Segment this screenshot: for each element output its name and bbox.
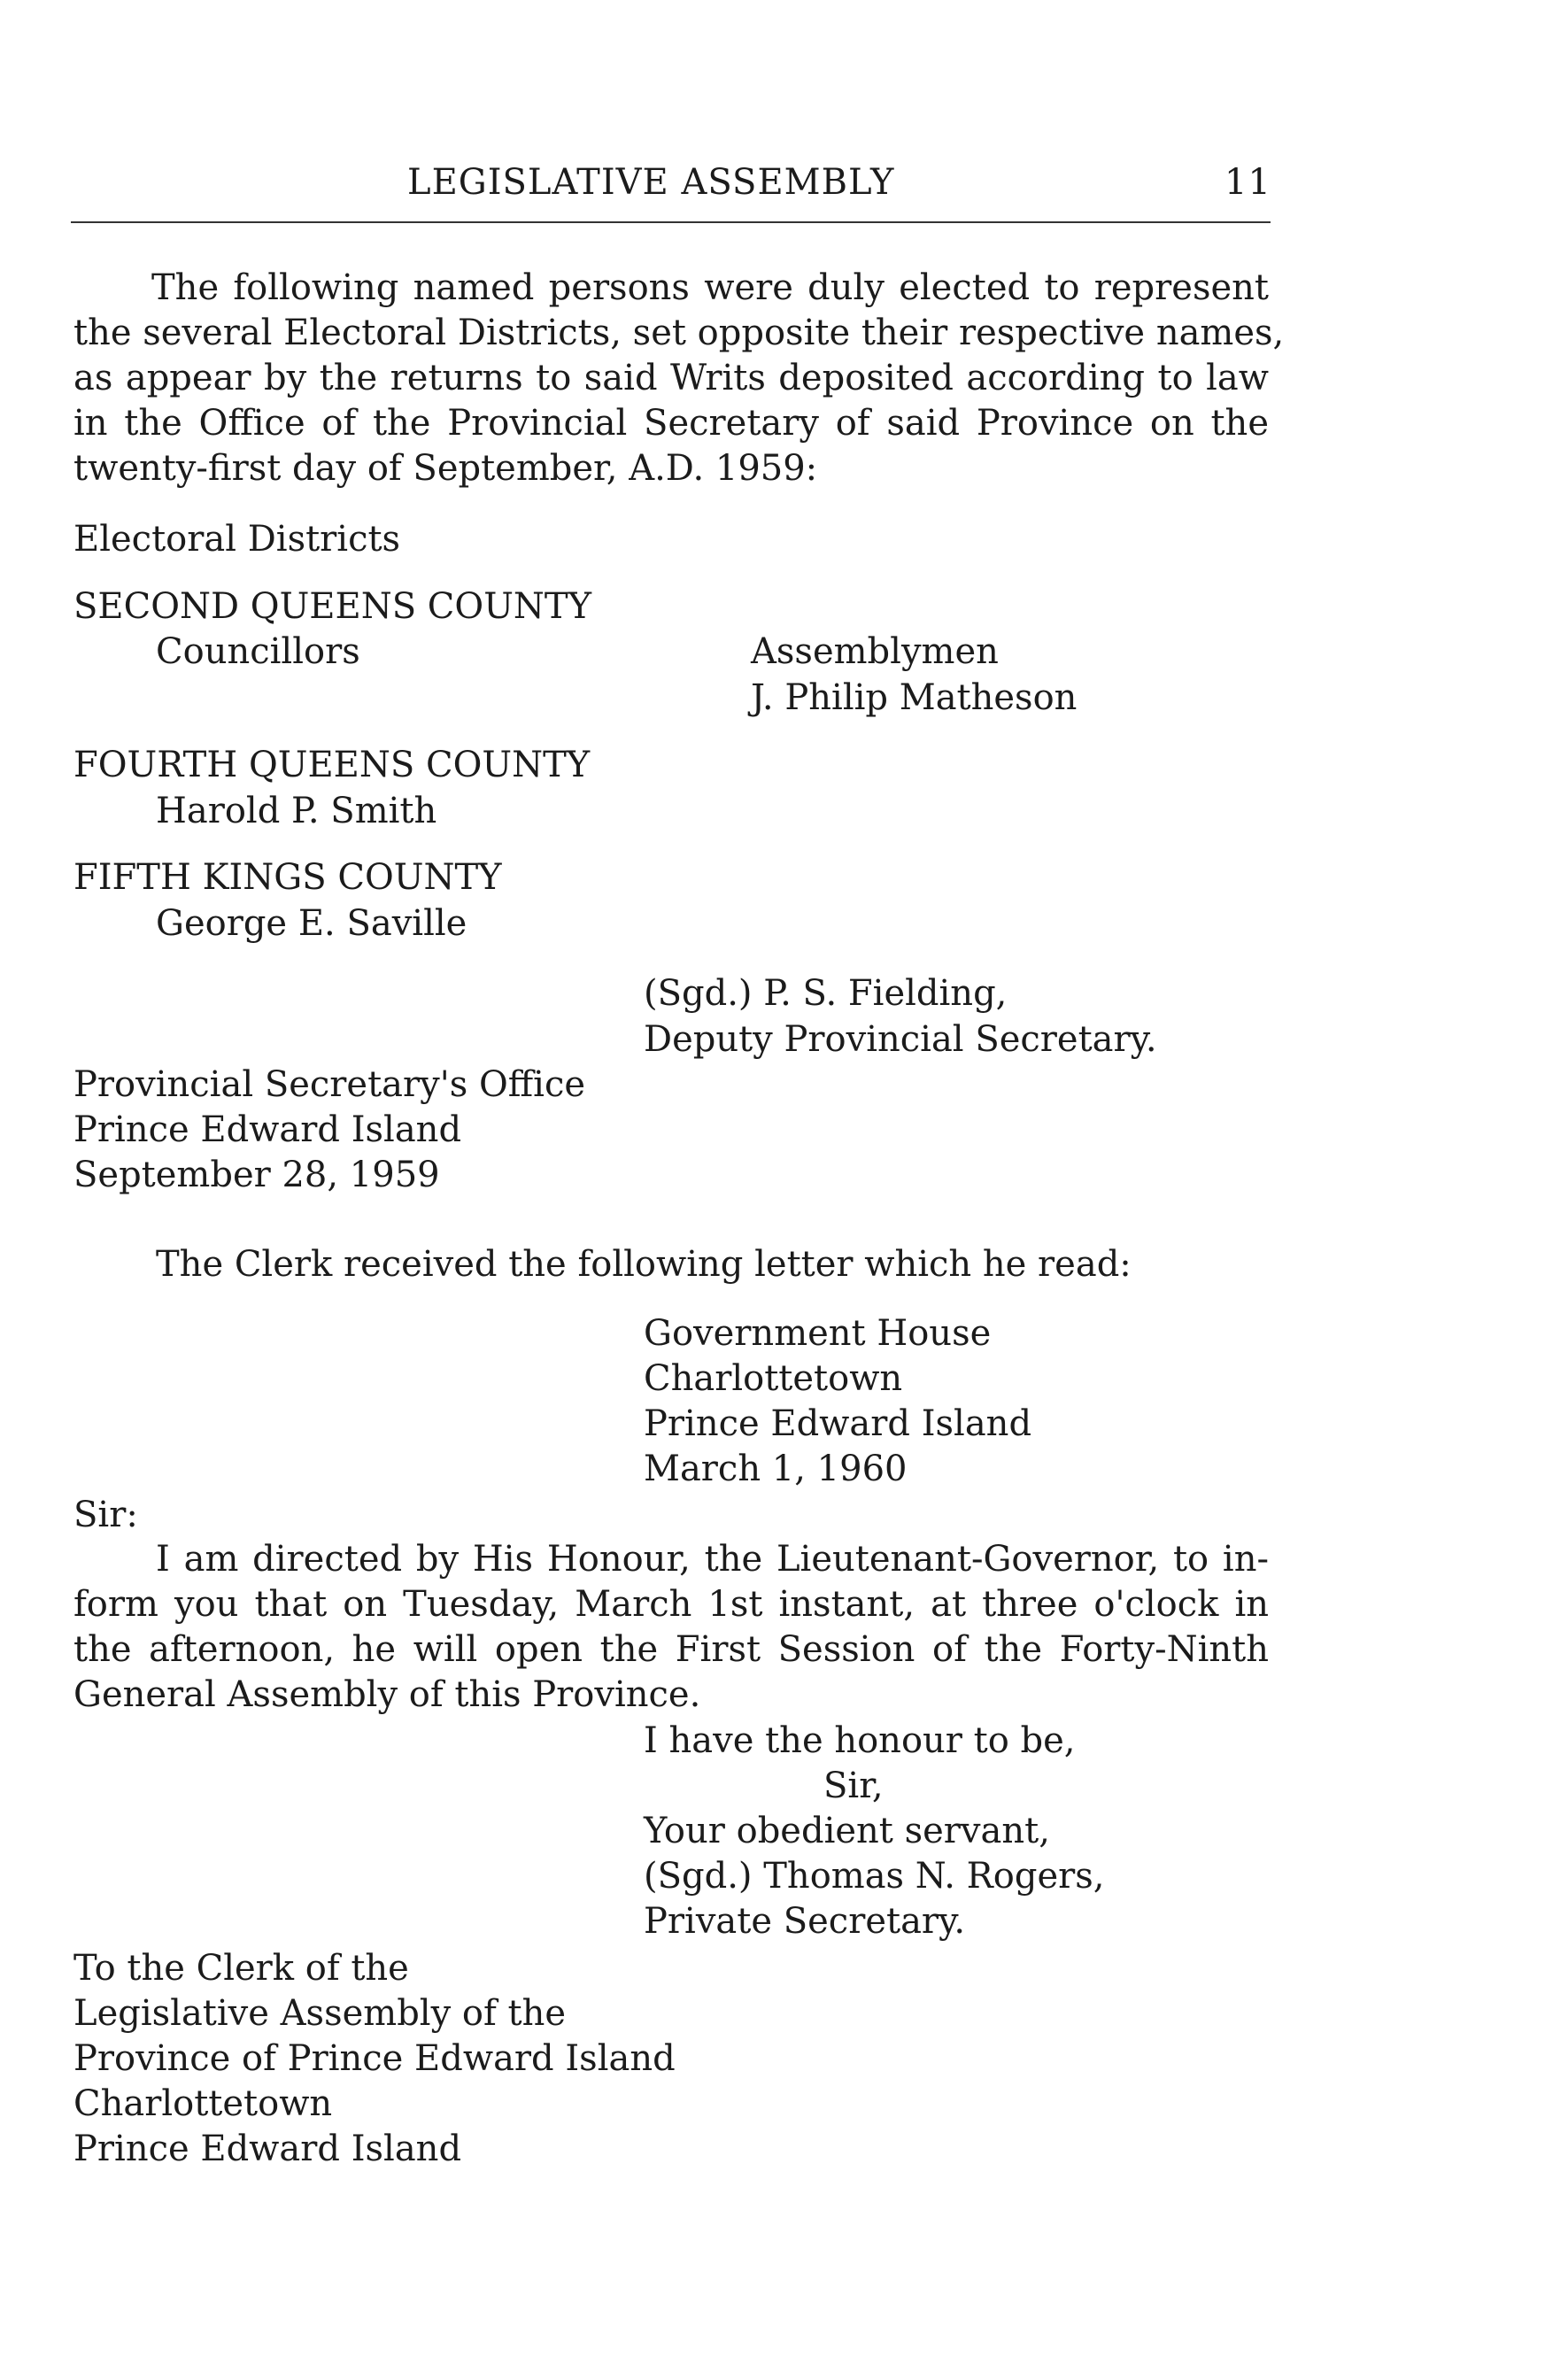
district-name: SECOND QUEENS COUNTY <box>73 586 591 627</box>
electoral-districts-heading: Electoral Districts <box>73 519 401 560</box>
office-line: Prince Edward Island <box>73 1109 462 1150</box>
signature-line: (Sgd.) P. S. Fielding, <box>644 973 1008 1014</box>
letter-line: the afternoon, he will open the First Session of the Forty-Ninth <box>73 1629 1269 1670</box>
running-header-title: LEGISLATIVE ASSEMBLY <box>407 162 895 203</box>
recipient-line: Charlottetown <box>73 2083 333 2124</box>
assemblyman-name: J. Philip Matheson <box>751 677 1078 718</box>
letter-line: form you that on Tuesday, March 1st instant, at three o'clock in <box>73 1584 1269 1625</box>
closing-sir: Sir, <box>823 1766 884 1806</box>
intro-line: as appear by the returns to said Writs deposited according to law <box>73 358 1269 398</box>
recipient-line: Legislative Assembly of the <box>73 1993 567 2034</box>
office-line: Provincial Secretary's Office <box>73 1064 586 1105</box>
office-block <box>73 1062 585 1197</box>
recipient-block <box>73 1945 676 2171</box>
clerk-statement: The Clerk received the following letter which he read: <box>156 1244 1132 1285</box>
address-line: Prince Edward Island <box>644 1403 1032 1444</box>
intro-line: twenty-first day of September, A.D. 1959: <box>73 448 818 489</box>
address-line: Charlottetown <box>644 1358 903 1399</box>
header-rule <box>71 221 1271 223</box>
page-number: 11 <box>1224 162 1271 203</box>
councillor-name: Harold P. Smith <box>156 791 437 831</box>
recipient-line: Province of Prince Edward Island <box>73 2038 676 2079</box>
letter-date: March 1, 1960 <box>644 1449 908 1489</box>
intro-line: in the Office of the Provincial Secretary of said Province on the <box>73 403 1269 444</box>
office-date: September 28, 1959 <box>73 1155 440 1195</box>
assemblymen-label: Assemblymen <box>751 631 999 672</box>
district-name: FIFTH KINGS COUNTY <box>73 857 502 898</box>
signature-title: Deputy Provincial Secretary. <box>644 1019 1157 1060</box>
councillors-label: Councillors <box>156 631 360 672</box>
intro-paragraph <box>73 266 1285 491</box>
recipient-line: To the Clerk of the <box>73 1948 409 1989</box>
letter-body <box>73 1537 1269 1718</box>
letter-line: General Assembly of this Province. <box>73 1674 701 1715</box>
closing-signature: (Sgd.) Thomas N. Rogers, <box>644 1856 1105 1897</box>
intro-line: the several Electoral Districts, set opposite their respective names, <box>73 313 1285 353</box>
letter-address <box>644 1310 1031 1491</box>
closing-title: Private Secretary. <box>644 1901 966 1942</box>
closing-line: Your obedient servant, <box>644 1811 1050 1851</box>
closing-line: I have the honour to be, <box>644 1720 1076 1761</box>
councillor-name: George E. Saville <box>156 903 467 944</box>
district-name: FOURTH QUEENS COUNTY <box>73 745 591 785</box>
recipient-line: Prince Edward Island <box>73 2129 462 2169</box>
address-line: Government House <box>644 1313 992 1354</box>
letter-line: I am directed by His Honour, the Lieutenant-Governor, to in- <box>156 1539 1269 1580</box>
intro-line: The following named persons were duly elected to represent <box>151 267 1269 308</box>
salutation: Sir: <box>73 1495 138 1535</box>
